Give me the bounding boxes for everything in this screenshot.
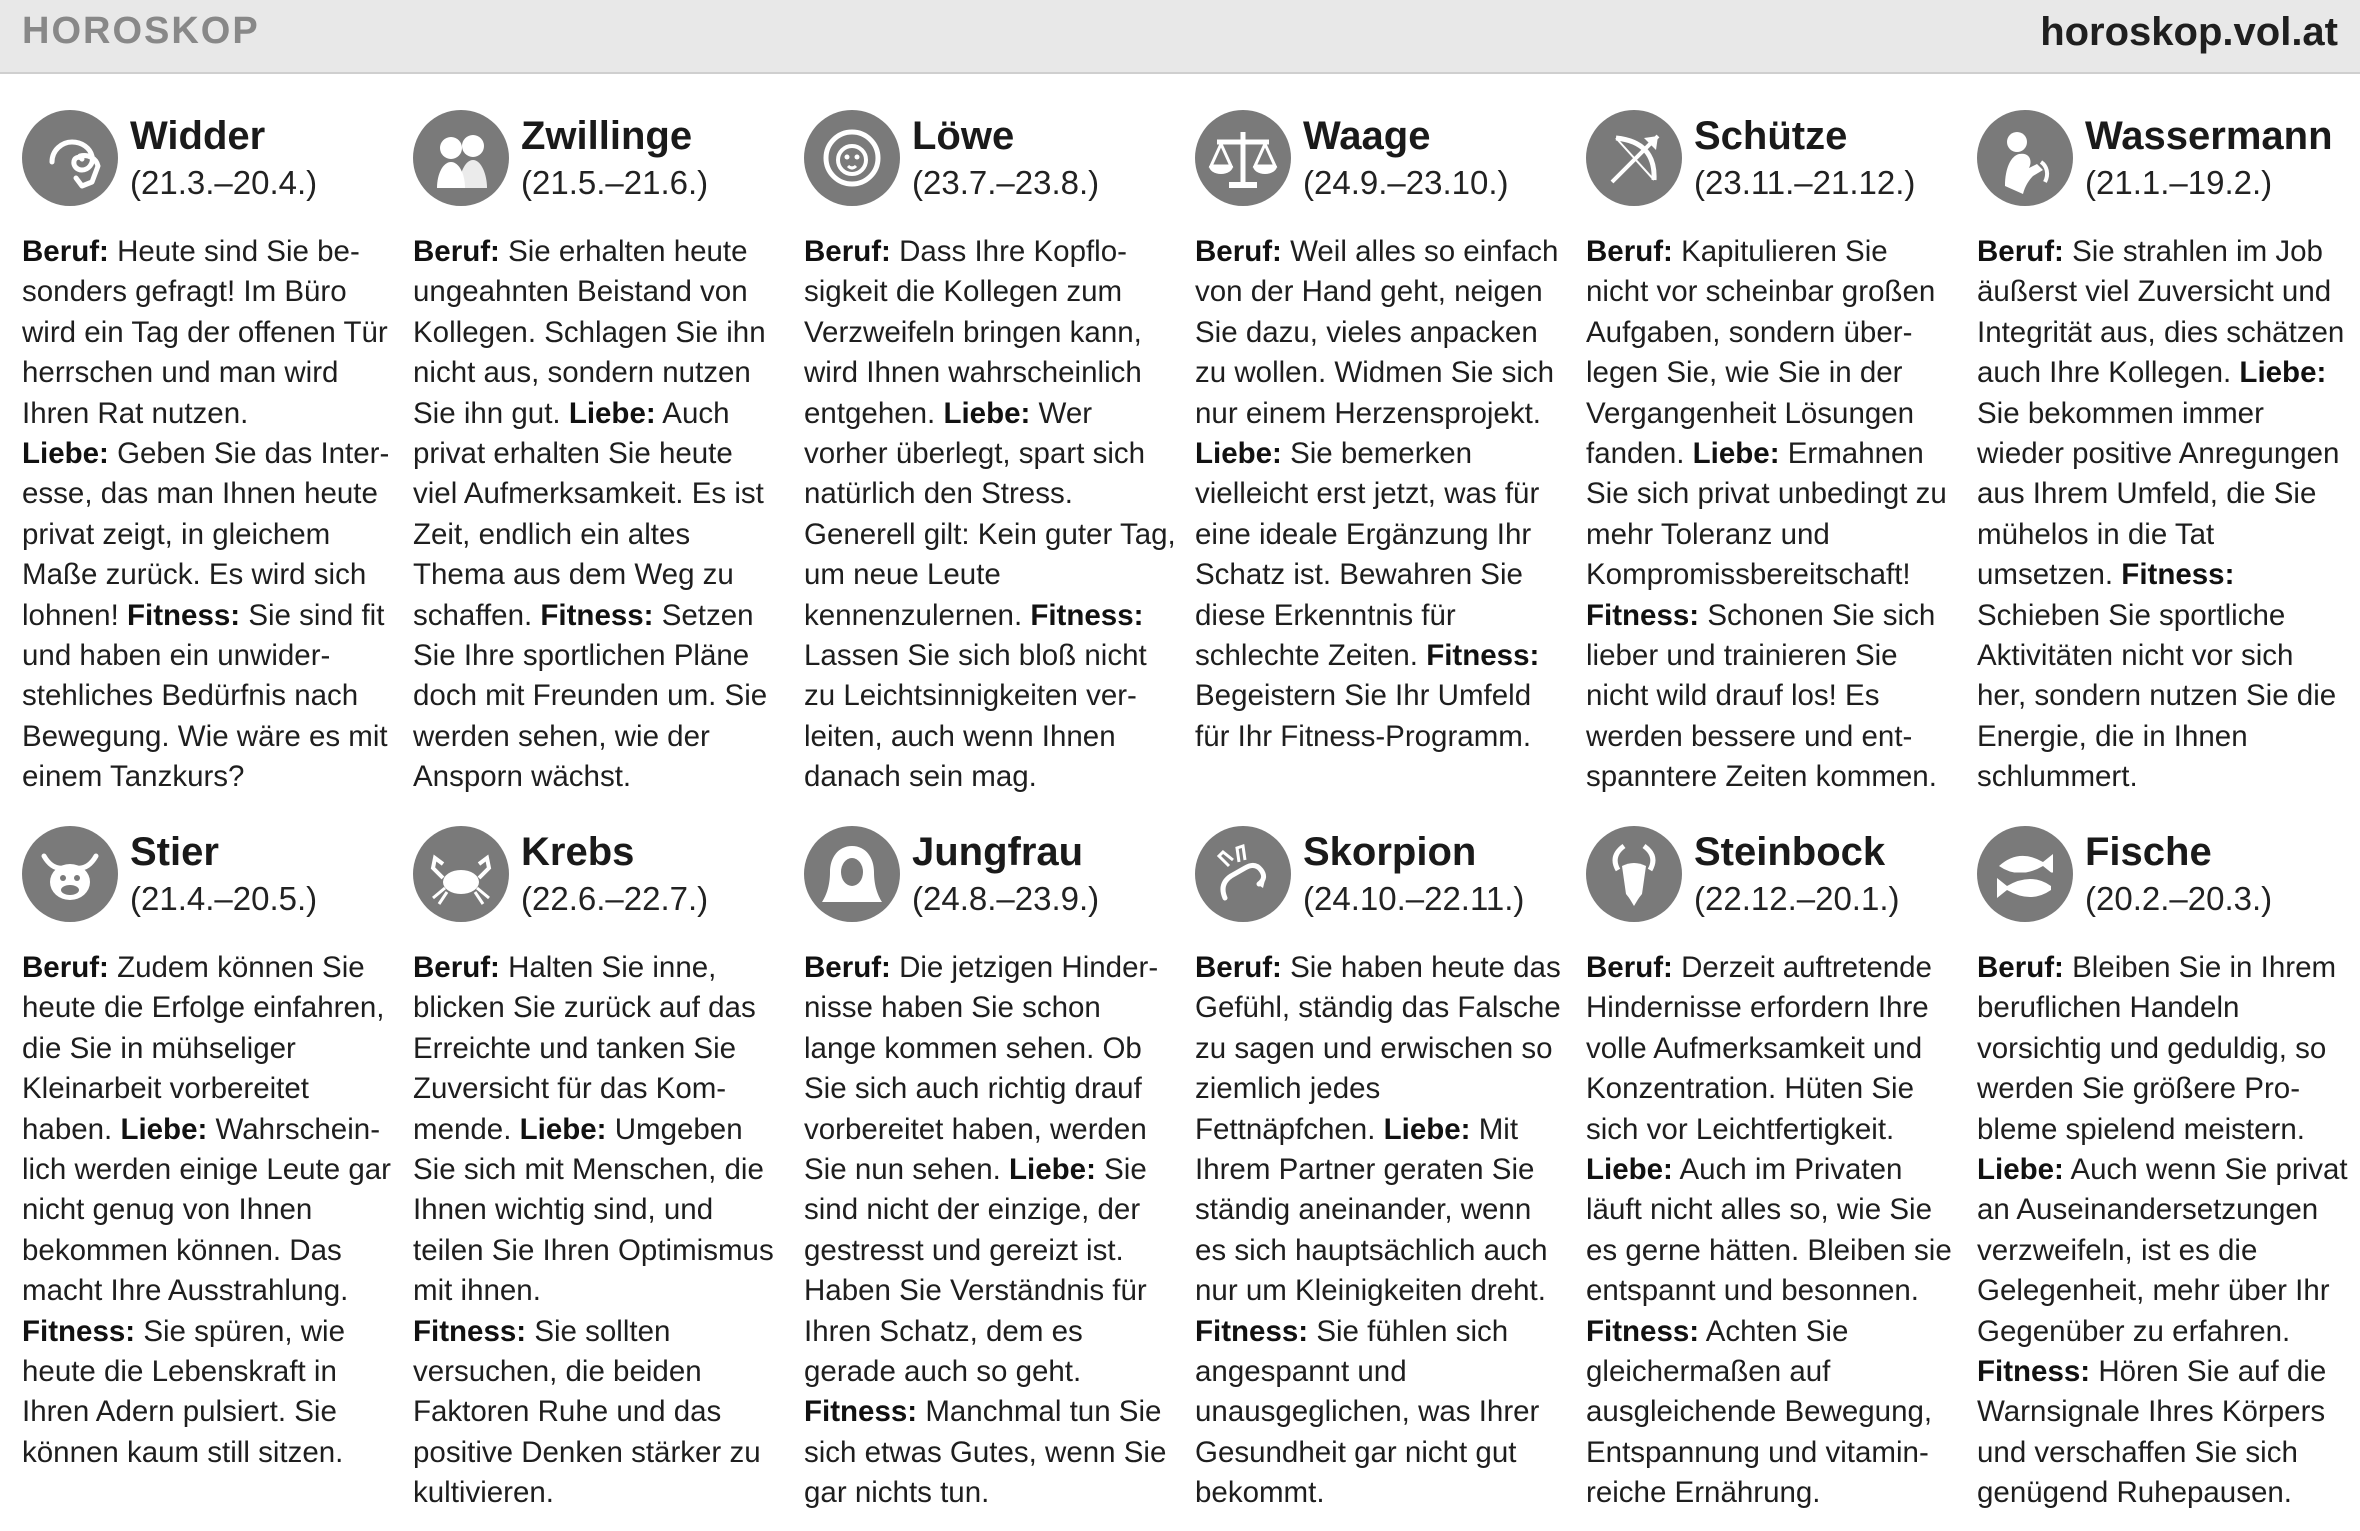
sign-dates: (20.2.–20.3.) [2085, 880, 2273, 917]
liebe-text: Sie bemerken vielleicht erst jetzt, was für eine ideale Ergänzung Ihr Schatz ist. Bewahren Sie diese Erkenntnis für schlechte Zeiten. [1195, 437, 1540, 673]
sign-name: Jungfrau [912, 830, 1084, 874]
fitness-label: Fitness: [127, 598, 241, 632]
liebe-label: Liebe: [1195, 437, 1282, 471]
fitness-text: Sie spüren, wie heute die Lebenskraft in Ihren Adern pulsiert. Sie können kaum still sitzen. [22, 1314, 346, 1469]
horoscope-card [1977, 110, 2349, 824]
liebe-text: Ermahnen Sie sich privat unbedingt zu mehr Toleranz und Kompromissbereitschaft! [1586, 437, 1947, 592]
sign-dates: (24.8.–23.9.) [912, 880, 1100, 917]
ram-icon [22, 110, 118, 206]
archer-icon [1586, 110, 1682, 206]
liebe-text: Sie sind nicht der einzige, der gestresst und gereizt ist. Haben Sie Verständnis für Ihren Schatz, dem es gerade auch so geht. [804, 1153, 1147, 1389]
beruf-text: Weil alles so einfach von der Hand geht, neigen Sie dazu, vieles anpacken zu wollen. Widmen Sie sich nur einem Herzensprojekt. [1195, 235, 1559, 430]
card-header [22, 110, 394, 220]
card-header [1586, 110, 1958, 220]
bull-icon [22, 826, 118, 922]
sign-name: Widder [130, 114, 266, 158]
fitness-text: Hören Sie auf die Warnsignale Ihres Körpers und verschaffen Sie sich genügend Ruhepausen. [1977, 1355, 2327, 1510]
fitness-text: Begeistern Sie Ihr Umfeld für Ihr Fitness-Programm. [1195, 679, 1532, 753]
fitness-text: Schonen Sie sich lieber und trainieren Sie nicht wild drauf los! Es werden bessere und entspanntere Zeiten kommen. [1586, 598, 1937, 794]
beruf-text: Sie haben heute das Gefühl, ständig das Falsche zu sagen und erwischen so ziemlich jedes Fettnäpfchen. [1195, 951, 1561, 1146]
horoscope-text [413, 948, 785, 1514]
card-header [1195, 826, 1567, 936]
beruf-text: Dass Ihre Kopflosigkeit die Kollegen zum Verzweifeln bringen kann, wird Ihnen wahrscheinlich entgehen. [804, 235, 1142, 430]
scales-icon [1195, 110, 1291, 206]
sign-name: Fische [2085, 830, 2212, 874]
liebe-text: Sie bekommen immer wieder positive Anregungen aus Ihrem Umfeld, die Sie mühelos in die Tat umsetzen. [1977, 396, 2340, 592]
liebe-label: Liebe: [1586, 1153, 1673, 1187]
sign-name: Stier [130, 830, 219, 874]
sign-dates: (22.12.–20.1.) [1694, 880, 1900, 917]
sign-name: Schütze [1694, 114, 1848, 158]
sign-dates: (23.11.–21.12.) [1694, 164, 1916, 201]
sign-name: Löwe [912, 114, 1015, 158]
beruf-text: Kapitulieren Sie nicht vor scheinbar großen Aufgaben, sondern überlegen Sie, wie Sie in der Vergangenheit Lösungen fanden. [1586, 235, 1936, 471]
liebe-label: Liebe: [519, 1112, 607, 1146]
beruf-label: Beruf: [1195, 235, 1282, 268]
horoscope-text [804, 948, 1176, 1514]
fitness-label: Fitness: [540, 598, 654, 632]
liebe-text: Wahrscheinlich werden einige Leute gar nicht genug von Ihnen bekommen können. Das macht Ihre Ausstrahlung. [22, 1112, 391, 1308]
card-header [413, 826, 785, 936]
beruf-label: Beruf: [1977, 951, 2064, 984]
page-header [0, 0, 2360, 74]
beruf-text: Zudem können Sie heute die Erfolge einfahren, die Sie in mühseliger Kleinarbeit vorbereitet haben. [22, 951, 385, 1146]
liebe-label: Liebe: [568, 396, 656, 430]
fitness-text: Sie sind fit und haben ein unwiderstehliches Bedürfnis nach Bewegung. Wie wäre es mit einem Tanzkurs? [22, 598, 388, 794]
fitness-text: Sie fühlen sich angespannt und unausgeglichen, was Ihrer Gesundheit gar nicht gut bekommt. [1195, 1314, 1540, 1510]
sign-dates: (21.5.–21.6.) [521, 164, 709, 201]
beruf-label: Beruf: [22, 235, 109, 268]
beruf-text: Sie erhalten heute ungeahnten Beistand von Kollegen. Schlagen Sie ihn nicht aus, sondern nutzen Sie ihn gut. [413, 235, 766, 430]
liebe-label: Liebe: [943, 396, 1031, 430]
sign-name: Skorpion [1303, 830, 1477, 874]
card-header [804, 110, 1176, 220]
sign-name: Wassermann [2085, 114, 2333, 158]
fitness-text: Manchmal tun Sie sich etwas Gutes, wenn Sie gar nichts tun. [804, 1395, 1167, 1510]
beruf-label: Beruf: [1586, 235, 1673, 268]
liebe-label: Liebe: [1692, 437, 1780, 471]
sign-dates: (21.1.–19.2.) [2085, 164, 2273, 201]
liebe-label: Liebe: [120, 1112, 208, 1146]
liebe-label: Liebe: [22, 437, 109, 471]
sign-dates: (24.10.–22.11.) [1303, 880, 1525, 917]
sign-name: Waage [1303, 114, 1431, 158]
horoscope-card [22, 110, 394, 824]
horoscope-card [1977, 826, 2349, 1510]
sign-dates: (24.9.–23.10.) [1303, 164, 1509, 201]
horoscope-grid [22, 110, 2349, 1510]
liebe-text: Auch im Privaten läuft nicht alles so, wie Sie es gerne hätten. Bleiben sie entspannt und besonnen. [1586, 1153, 1952, 1308]
beruf-text: Bleiben Sie in Ihrem beruflichen Handeln vorsichtig und geduldig, so werden Sie größere Probleme spielend meistern. [1977, 951, 2337, 1146]
card-header [22, 826, 394, 936]
virgin-icon [804, 826, 900, 922]
beruf-text: Sie strahlen im Job äußerst viel Zuversicht und Integrität aus, dies schätzen auch Ihre Kollegen. [1977, 235, 2345, 390]
beruf-text: Heute sind Sie besonders gefragt! Im Büro wird ein Tag der offenen Tür herrschen und man wird Ihren Rat nutzen. [22, 235, 388, 430]
horoscope-text [1977, 948, 2349, 1514]
fitness-label: Fitness: [1586, 598, 1700, 632]
horoscope-text [1586, 948, 1958, 1514]
fitness-text: Setzen Sie Ihre sportlichen Pläne doch mit Freunden um. Sie werden sehen, wie der Ansporn wächst. [413, 598, 768, 794]
fitness-text: Schieben Sie sportliche Aktivitäten nicht vor sich her, sondern nutzen Sie die Energie, die in Ihnen schlummert. [1977, 598, 2337, 794]
beruf-label: Beruf: [413, 235, 500, 268]
fitness-label: Fitness: [804, 1395, 918, 1429]
horoscope-text [22, 232, 394, 798]
beruf-text: Halten Sie inne, blicken Sie zurück auf das Erreichte und tanken Sie Zuversicht für das Kommende. [413, 951, 756, 1146]
fitness-label: Fitness: [2121, 558, 2235, 592]
horoscope-text [1977, 232, 2349, 798]
fitness-text: Lassen Sie sich bloß nicht zu Leichtsinnigkeiten verleiten, auch wenn Ihnen danach sein mag. [804, 639, 1147, 794]
horoscope-card [413, 110, 785, 824]
horoscope-card [22, 826, 394, 1469]
horoscope-card [1586, 110, 1958, 824]
fitness-label: Fitness: [1586, 1314, 1700, 1348]
horoscope-card [413, 826, 785, 1510]
sign-dates: (22.6.–22.7.) [521, 880, 709, 917]
beruf-label: Beruf: [22, 951, 109, 984]
horoscope-card [804, 826, 1176, 1510]
liebe-label: Liebe: [1383, 1112, 1471, 1146]
beruf-label: Beruf: [804, 951, 891, 984]
beruf-label: Beruf: [1195, 951, 1282, 984]
fitness-label: Fitness: [22, 1314, 136, 1348]
horoscope-text [22, 948, 394, 1473]
fitness-label: Fitness: [413, 1314, 527, 1348]
card-header [1977, 110, 2349, 220]
liebe-text: Mit Ihrem Partner geraten Sie ständig aneinander, wenn es sich hauptsächlich auch nur um Kleinigkeiten dreht. [1195, 1112, 1548, 1308]
fish-icon [1977, 826, 2073, 922]
fitness-label: Fitness: [1426, 639, 1540, 673]
horoscope-card [1195, 110, 1567, 824]
horoscope-card [804, 110, 1176, 824]
water-bearer-icon [1977, 110, 2073, 206]
fitness-label: Fitness: [1195, 1314, 1309, 1348]
fitness-text: Sie sollten versuchen, die beiden Faktoren Ruhe und das positive Denken stärker zu kultivieren. [413, 1314, 761, 1510]
horoscope-text [1195, 232, 1567, 757]
site-link[interactable]: horoskop.vol.at [2040, 10, 2338, 54]
crab-icon [413, 826, 509, 922]
fitness-text: Achten Sie gleichermaßen auf ausgleichende Bewegung, Entspannung und vitaminreiche Ernährung. [1586, 1314, 1933, 1510]
liebe-label: Liebe: [1977, 1153, 2064, 1187]
sign-dates: (21.4.–20.5.) [130, 880, 318, 917]
sign-name: Zwillinge [521, 114, 693, 158]
section-title: HOROSKOP [22, 10, 260, 52]
liebe-text: Auch wenn Sie privat an Auseinandersetzungen verzweifeln, ist es die Gelegenheit, mehr über Ihr Gegenüber zu erfahren. [1977, 1153, 2348, 1348]
twins-icon [413, 110, 509, 206]
liebe-text: Auch privat erhalten Sie heute viel Aufmerksamkeit. Es ist Zeit, endlich ein altes Thema aus dem Weg zu schaffen. [413, 396, 764, 632]
beruf-label: Beruf: [1586, 951, 1673, 984]
fitness-label: Fitness: [1030, 598, 1144, 632]
fitness-label: Fitness: [1977, 1355, 2091, 1389]
scorpion-icon [1195, 826, 1291, 922]
card-header [804, 826, 1176, 936]
liebe-text: Geben Sie das Interesse, das man Ihnen heute privat zeigt, in gleichem Maße zurück. Es wird sich lohnen! [22, 437, 390, 632]
beruf-label: Beruf: [804, 235, 891, 268]
horoscope-text [1586, 232, 1958, 798]
goat-icon [1586, 826, 1682, 922]
horoscope-text [413, 232, 785, 798]
card-header [413, 110, 785, 220]
beruf-text: Derzeit auftretende Hindernisse erfordern Ihre volle Aufmerksamkeit und Konzentration. Hüten Sie sich vor Leichtfertigkeit. [1586, 951, 1932, 1146]
horoscope-card [1195, 826, 1567, 1510]
horoscope-text [804, 232, 1176, 798]
beruf-text: Die jetzigen Hindernisse haben Sie schon lange kommen sehen. Ob Sie sich auch richtig drauf vorbereitet haben, werden Sie nun sehen. [804, 951, 1159, 1187]
sign-dates: (23.7.–23.8.) [912, 164, 1100, 201]
beruf-label: Beruf: [1977, 235, 2064, 268]
sign-name: Steinbock [1694, 830, 1886, 874]
liebe-label: Liebe: [2239, 356, 2327, 390]
liebe-text: Umgeben Sie sich mit Menschen, die Ihnen wichtig sind, und teilen Sie Ihren Optimismus mit ihnen. [413, 1112, 774, 1308]
liebe-label: Liebe: [1009, 1153, 1096, 1187]
card-header [1586, 826, 1958, 936]
lion-icon [804, 110, 900, 206]
card-header [1195, 110, 1567, 220]
horoscope-text [1195, 948, 1567, 1514]
card-header [1977, 826, 2349, 936]
horoscope-card [1586, 826, 1958, 1510]
liebe-text: Wer vorher überlegt, spart sich natürlich den Stress. Generell gilt: Kein guter Tag, um neue Leute kennenzulernen. [804, 396, 1176, 632]
beruf-label: Beruf: [413, 951, 500, 984]
sign-name: Krebs [521, 830, 635, 874]
sign-dates: (21.3.–20.4.) [130, 164, 318, 201]
